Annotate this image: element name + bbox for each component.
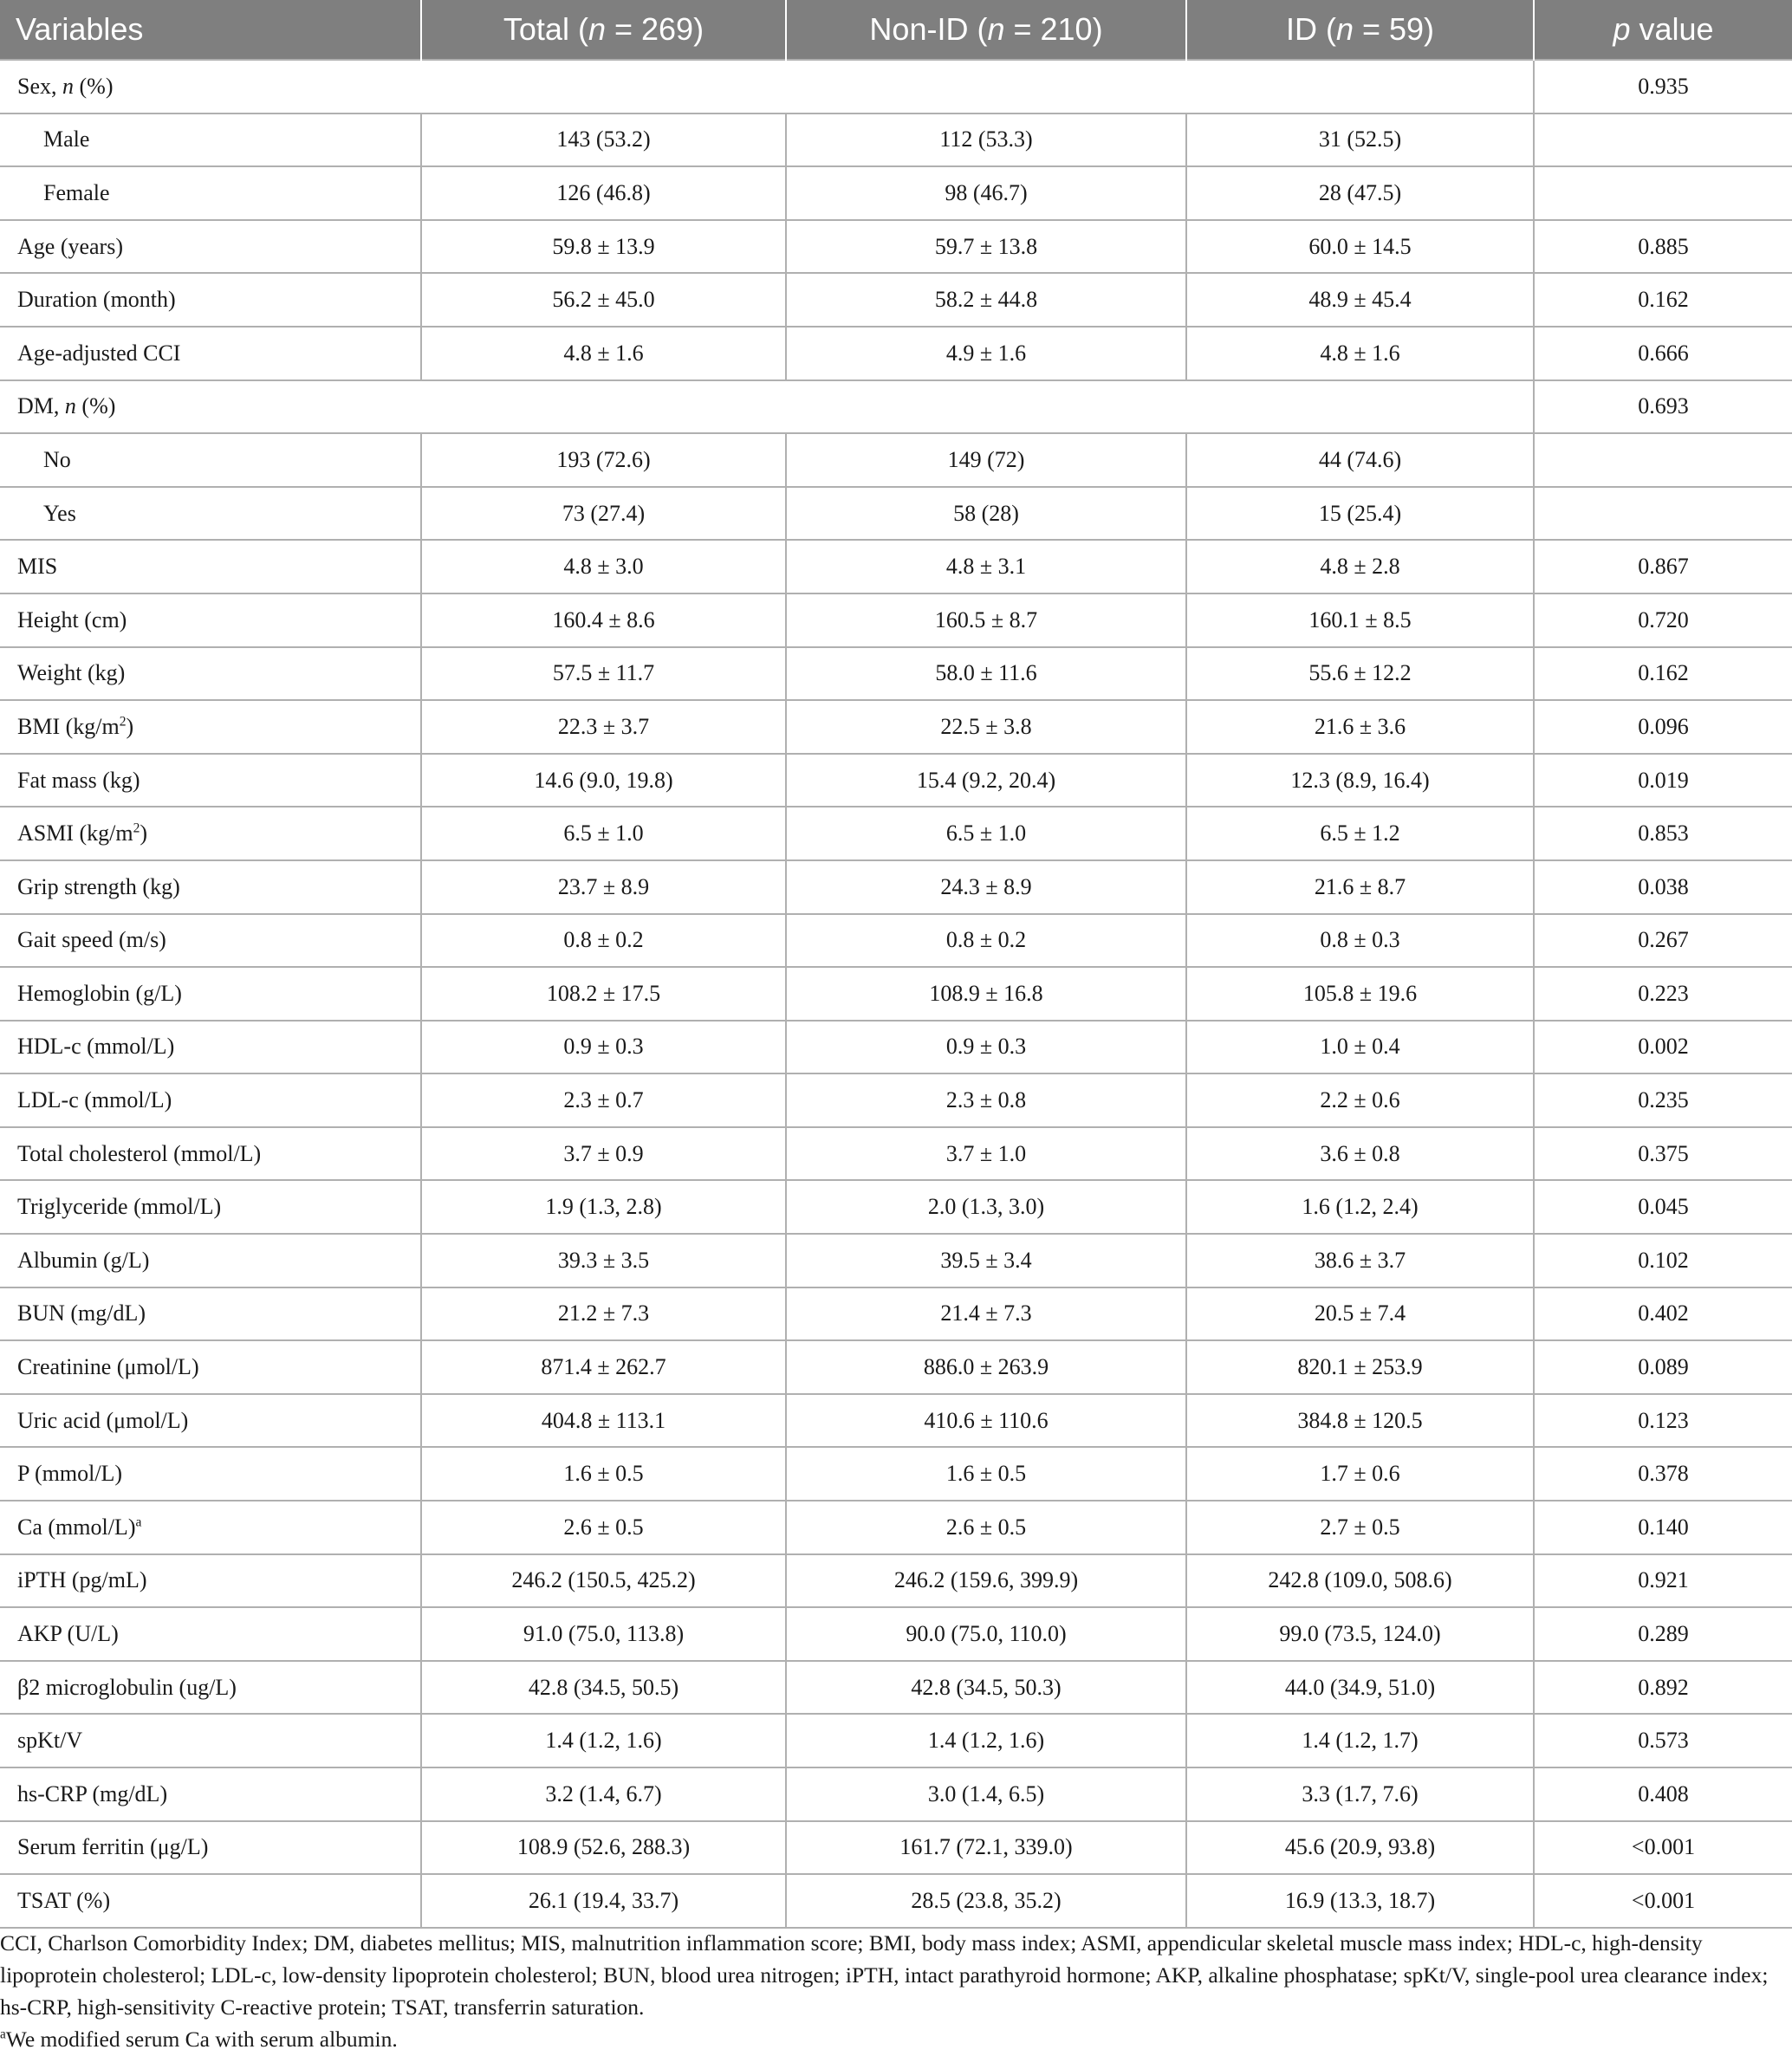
row-label	[0, 914, 421, 968]
row-label-text: Weight (kg)	[17, 660, 126, 686]
cell-id: 1.0 ± 0.4	[1186, 1021, 1534, 1074]
table-row	[0, 166, 1792, 220]
row-label	[0, 1714, 421, 1767]
cell-p-value: <0.001	[1534, 1874, 1792, 1928]
row-label-text: DM,	[17, 393, 65, 419]
cell-total: 193 (72.6)	[421, 433, 786, 487]
cell-p-value: 0.289	[1534, 1607, 1792, 1661]
row-label-text: β2 microglobulin (ug/L)	[17, 1674, 237, 1700]
cell-non-id: 22.5 ± 3.8	[786, 700, 1186, 754]
cell-total: 4.8 ± 3.0	[421, 540, 786, 593]
cell-total: 2.3 ± 0.7	[421, 1073, 786, 1127]
row-label-suffix: (%)	[74, 73, 114, 99]
row-label-text: Creatinine (μmol/L)	[17, 1354, 199, 1380]
row-label-text: Duration (month)	[17, 287, 176, 313]
cell-total: 0.8 ± 0.2	[421, 914, 786, 968]
cell-non-id: 3.7 ± 1.0	[786, 1127, 1186, 1181]
row-label-text: iPTH (pg/mL)	[17, 1567, 147, 1593]
row-label-text: Grip strength (kg)	[17, 873, 180, 899]
table-row	[0, 1234, 1792, 1287]
cell-p-value: 0.720	[1534, 593, 1792, 647]
table-row	[0, 1554, 1792, 1608]
cell-non-id: 246.2 (159.6, 399.9)	[786, 1554, 1186, 1608]
row-label-n: n	[64, 393, 76, 419]
row-label	[0, 273, 421, 327]
cell-total: 871.4 ± 262.7	[421, 1340, 786, 1394]
row-label	[0, 1661, 421, 1715]
row-label-text: hs-CRP (mg/dL)	[17, 1780, 168, 1806]
cell-non-id: 58.2 ± 44.8	[786, 273, 1186, 327]
row-label-text: Uric acid (μmol/L)	[17, 1407, 189, 1433]
cell-id: 0.8 ± 0.3	[1186, 914, 1534, 968]
cell-p-value	[1534, 114, 1792, 167]
cell-non-id: 161.7 (72.1, 339.0)	[786, 1821, 1186, 1875]
cell-id: 820.1 ± 253.9	[1186, 1340, 1534, 1394]
table-row	[0, 1821, 1792, 1875]
row-label	[0, 1447, 421, 1501]
cell-non-id: 0.8 ± 0.2	[786, 914, 1186, 968]
table-row	[0, 1714, 1792, 1767]
row-label	[0, 1073, 421, 1127]
header-non-id-post: = 210)	[1004, 11, 1103, 47]
cell-total: 3.7 ± 0.9	[421, 1127, 786, 1181]
row-label-sup: a	[135, 1514, 142, 1530]
row-label-text: Female	[43, 179, 110, 205]
cell-non-id: 15.4 (9.2, 20.4)	[786, 754, 1186, 807]
row-label	[0, 380, 1534, 434]
cell-total: 91.0 (75.0, 113.8)	[421, 1607, 786, 1661]
row-label-text: TSAT (%)	[17, 1887, 111, 1913]
row-label-sup: 2	[133, 820, 140, 836]
cell-id: 21.6 ± 8.7	[1186, 860, 1534, 914]
cell-id: 21.6 ± 3.6	[1186, 700, 1534, 754]
table-row	[0, 1287, 1792, 1341]
footnote-note-text: We modified serum Ca with serum albumin.	[5, 2027, 398, 2052]
cell-total: 21.2 ± 7.3	[421, 1287, 786, 1341]
cell-non-id: 3.0 (1.4, 6.5)	[786, 1767, 1186, 1821]
row-label	[0, 60, 1534, 114]
header-total-pre: Total (	[503, 11, 588, 47]
cell-non-id: 24.3 ± 8.9	[786, 860, 1186, 914]
cell-non-id: 886.0 ± 263.9	[786, 1340, 1186, 1394]
cell-non-id: 21.4 ± 7.3	[786, 1287, 1186, 1341]
table-row	[0, 1180, 1792, 1234]
table-row	[0, 114, 1792, 167]
row-label	[0, 1180, 421, 1234]
row-label	[0, 1394, 421, 1448]
row-label-text: Height (cm)	[17, 606, 127, 632]
cell-non-id: 98 (46.7)	[786, 166, 1186, 220]
cell-total: 57.5 ± 11.7	[421, 647, 786, 701]
cell-id: 242.8 (109.0, 508.6)	[1186, 1554, 1534, 1608]
cell-id: 4.8 ± 1.6	[1186, 327, 1534, 380]
table-body	[0, 60, 1792, 1928]
cell-p-value	[1534, 487, 1792, 541]
cell-id: 55.6 ± 12.2	[1186, 647, 1534, 701]
cell-id: 3.6 ± 0.8	[1186, 1127, 1534, 1181]
row-label-text: HDL-c (mmol/L)	[17, 1034, 175, 1060]
cell-non-id: 58.0 ± 11.6	[786, 647, 1186, 701]
cell-total: 2.6 ± 0.5	[421, 1501, 786, 1554]
row-label-text: MIS	[17, 554, 58, 580]
row-label-text: Fat mass (kg)	[17, 767, 140, 793]
cell-p-value: 0.038	[1534, 860, 1792, 914]
header-total-n: n	[588, 11, 606, 47]
table-header-row	[0, 0, 1792, 60]
row-label	[0, 1127, 421, 1181]
cell-id: 384.8 ± 120.5	[1186, 1394, 1534, 1448]
row-label-text: No	[43, 446, 71, 472]
cell-id: 48.9 ± 45.4	[1186, 273, 1534, 327]
cell-total: 42.8 (34.5, 50.5)	[421, 1661, 786, 1715]
cell-id: 2.7 ± 0.5	[1186, 1501, 1534, 1554]
cell-non-id: 59.7 ± 13.8	[786, 220, 1186, 274]
cell-id: 6.5 ± 1.2	[1186, 807, 1534, 860]
row-label	[0, 166, 421, 220]
row-label-sup: 2	[119, 714, 127, 730]
header-id-post: = 59)	[1353, 11, 1435, 47]
cell-total: 59.8 ± 13.9	[421, 220, 786, 274]
cell-p-value: 0.102	[1534, 1234, 1792, 1287]
table-row	[0, 220, 1792, 274]
header-non-id	[786, 0, 1186, 60]
cell-id: 2.2 ± 0.6	[1186, 1073, 1534, 1127]
cell-non-id: 410.6 ± 110.6	[786, 1394, 1186, 1448]
table-row	[0, 1767, 1792, 1821]
row-label	[0, 1607, 421, 1661]
cell-total: 23.7 ± 8.9	[421, 860, 786, 914]
cell-id: 1.6 (1.2, 2.4)	[1186, 1180, 1534, 1234]
cell-id: 60.0 ± 14.5	[1186, 220, 1534, 274]
cell-p-value: 0.223	[1534, 967, 1792, 1021]
cell-total: 39.3 ± 3.5	[421, 1234, 786, 1287]
row-label-text: Age-adjusted CCI	[17, 340, 181, 366]
table-row	[0, 754, 1792, 807]
cell-id: 1.4 (1.2, 1.7)	[1186, 1714, 1534, 1767]
table-row	[0, 540, 1792, 593]
row-label	[0, 487, 421, 541]
row-label	[0, 860, 421, 914]
cell-p-value: 0.267	[1534, 914, 1792, 968]
cell-total: 14.6 (9.0, 19.8)	[421, 754, 786, 807]
row-label	[0, 700, 421, 754]
table-row	[0, 1447, 1792, 1501]
table-row	[0, 807, 1792, 860]
cell-p-value: 0.666	[1534, 327, 1792, 380]
table-row	[0, 433, 1792, 487]
cell-id: 15 (25.4)	[1186, 487, 1534, 541]
cell-non-id: 0.9 ± 0.3	[786, 1021, 1186, 1074]
footnote-abbreviations: CCI, Charlson Comorbidity Index; DM, diabetes mellitus; MIS, malnutrition inflammation score; BMI, body mass index; ASMI, appendicular skeletal muscle mass index; HDL-c, high-density lipoprotein cholesterol; LDL-c, low-density lipoprotein cholesterol; BUN, blood urea nitrogen; iPTH, intact parathyroid hormone; AKP, alkaline phosphatase; spKt/V, single-pool urea clearance index; hs-CRP, high-sensitivity C-reactive protein; TSAT, transferrin saturation.	[0, 1930, 1769, 2020]
cell-non-id: 108.9 ± 16.8	[786, 967, 1186, 1021]
cell-p-value: 0.096	[1534, 700, 1792, 754]
row-label-text: Albumin (g/L)	[17, 1247, 150, 1273]
cell-p-value: <0.001	[1534, 1821, 1792, 1875]
cell-id: 12.3 (8.9, 16.4)	[1186, 754, 1534, 807]
cell-non-id: 1.6 ± 0.5	[786, 1447, 1186, 1501]
cell-id: 45.6 (20.9, 93.8)	[1186, 1821, 1534, 1875]
table-row	[0, 1394, 1792, 1448]
cell-non-id: 2.6 ± 0.5	[786, 1501, 1186, 1554]
cell-p-value: 0.402	[1534, 1287, 1792, 1341]
cell-id: 105.8 ± 19.6	[1186, 967, 1534, 1021]
row-label-text: Age (years)	[17, 233, 123, 259]
cell-p-value: 0.140	[1534, 1501, 1792, 1554]
row-label	[0, 1021, 421, 1074]
row-label	[0, 1767, 421, 1821]
row-label	[0, 647, 421, 701]
cell-non-id: 6.5 ± 1.0	[786, 807, 1186, 860]
header-id	[1186, 0, 1534, 60]
row-label	[0, 114, 421, 167]
cell-non-id: 42.8 (34.5, 50.3)	[786, 1661, 1186, 1715]
cell-total: 108.9 (52.6, 288.3)	[421, 1821, 786, 1875]
cell-p-value: 0.885	[1534, 220, 1792, 274]
cell-non-id: 28.5 (23.8, 35.2)	[786, 1874, 1186, 1928]
cell-p-value: 0.045	[1534, 1180, 1792, 1234]
cell-p-value: 0.892	[1534, 1661, 1792, 1715]
header-p-italic: p	[1613, 11, 1631, 47]
cell-id: 28 (47.5)	[1186, 166, 1534, 220]
row-label	[0, 327, 421, 380]
table-row	[0, 914, 1792, 968]
row-label-suffix: )	[140, 820, 148, 846]
cell-id: 44 (74.6)	[1186, 433, 1534, 487]
table-row	[0, 273, 1792, 327]
row-label-text: ASMI (kg/m	[17, 820, 133, 846]
cell-id: 38.6 ± 3.7	[1186, 1234, 1534, 1287]
cell-id: 20.5 ± 7.4	[1186, 1287, 1534, 1341]
row-label	[0, 967, 421, 1021]
row-label-suffix: (%)	[75, 393, 116, 419]
row-label-text: Male	[43, 126, 90, 152]
table-row	[0, 647, 1792, 701]
table-row	[0, 1073, 1792, 1127]
header-id-n: n	[1335, 11, 1354, 47]
header-p-post: value	[1630, 11, 1714, 47]
table-row	[0, 1021, 1792, 1074]
header-non-id-pre: Non-ID (	[869, 11, 988, 47]
footnote-note	[0, 2023, 1785, 2055]
table-footnote	[0, 1927, 1785, 2055]
cell-id: 3.3 (1.7, 7.6)	[1186, 1767, 1534, 1821]
cell-total: 404.8 ± 113.1	[421, 1394, 786, 1448]
table-row	[0, 593, 1792, 647]
row-label-text: LDL-c (mmol/L)	[17, 1087, 172, 1113]
row-label-text: Yes	[43, 500, 76, 526]
footnote-note-mark: a	[0, 2027, 6, 2042]
table-row	[0, 700, 1792, 754]
table-row	[0, 860, 1792, 914]
cell-total: 246.2 (150.5, 425.2)	[421, 1554, 786, 1608]
row-label	[0, 1287, 421, 1341]
cell-id: 1.7 ± 0.6	[1186, 1447, 1534, 1501]
row-label	[0, 807, 421, 860]
row-label	[0, 593, 421, 647]
row-label-n: n	[62, 73, 74, 99]
cell-non-id: 4.9 ± 1.6	[786, 327, 1186, 380]
cell-p-value: 0.019	[1534, 754, 1792, 807]
cell-p-value: 0.408	[1534, 1767, 1792, 1821]
cell-non-id: 39.5 ± 3.4	[786, 1234, 1186, 1287]
cell-total: 160.4 ± 8.6	[421, 593, 786, 647]
row-label-text: Sex,	[17, 73, 62, 99]
row-label	[0, 1821, 421, 1875]
row-label-text: BUN (mg/dL)	[17, 1300, 146, 1326]
cell-non-id: 112 (53.3)	[786, 114, 1186, 167]
cell-total: 0.9 ± 0.3	[421, 1021, 786, 1074]
cell-total: 26.1 (19.4, 33.7)	[421, 1874, 786, 1928]
cell-p-value: 0.573	[1534, 1714, 1792, 1767]
table-row	[0, 1661, 1792, 1715]
header-id-pre: ID (	[1285, 11, 1336, 47]
cell-total: 1.9 (1.3, 2.8)	[421, 1180, 786, 1234]
table-row	[0, 327, 1792, 380]
row-label	[0, 220, 421, 274]
header-p-value	[1534, 0, 1792, 60]
cell-total: 143 (53.2)	[421, 114, 786, 167]
cell-total: 1.4 (1.2, 1.6)	[421, 1714, 786, 1767]
cell-total: 126 (46.8)	[421, 166, 786, 220]
table-row	[0, 380, 1792, 434]
cell-total: 73 (27.4)	[421, 487, 786, 541]
table-row	[0, 1501, 1792, 1554]
cell-non-id: 2.3 ± 0.8	[786, 1073, 1186, 1127]
cell-non-id: 90.0 (75.0, 110.0)	[786, 1607, 1186, 1661]
row-label-text: Total cholesterol (mmol/L)	[17, 1140, 262, 1166]
cell-p-value: 0.089	[1534, 1340, 1792, 1394]
cell-p-value: 0.693	[1534, 380, 1792, 434]
row-label	[0, 433, 421, 487]
cell-p-value: 0.235	[1534, 1073, 1792, 1127]
table-row	[0, 487, 1792, 541]
row-label	[0, 1874, 421, 1928]
cell-p-value: 0.867	[1534, 540, 1792, 593]
row-label	[0, 1340, 421, 1394]
cell-non-id: 160.5 ± 8.7	[786, 593, 1186, 647]
cell-total: 56.2 ± 45.0	[421, 273, 786, 327]
header-total-post: = 269)	[605, 11, 704, 47]
cell-id: 160.1 ± 8.5	[1186, 593, 1534, 647]
row-label-text: P (mmol/L)	[17, 1461, 123, 1487]
cell-total: 4.8 ± 1.6	[421, 327, 786, 380]
cell-id: 44.0 (34.9, 51.0)	[1186, 1661, 1534, 1715]
table-row	[0, 1607, 1792, 1661]
row-label-text: Triglyceride (mmol/L)	[17, 1194, 222, 1220]
row-label-text: AKP (U/L)	[17, 1621, 119, 1647]
table-row	[0, 1127, 1792, 1181]
table-row	[0, 967, 1792, 1021]
cell-id: 99.0 (73.5, 124.0)	[1186, 1607, 1534, 1661]
row-label-text: Gait speed (m/s)	[17, 927, 166, 953]
table-row	[0, 1874, 1792, 1928]
cell-total: 22.3 ± 3.7	[421, 700, 786, 754]
cell-p-value: 0.002	[1534, 1021, 1792, 1074]
header-variables-text: Variables	[16, 11, 144, 47]
cell-p-value	[1534, 166, 1792, 220]
table-row	[0, 60, 1792, 114]
cell-non-id: 4.8 ± 3.1	[786, 540, 1186, 593]
cell-p-value: 0.935	[1534, 60, 1792, 114]
cell-p-value: 0.375	[1534, 1127, 1792, 1181]
cell-total: 1.6 ± 0.5	[421, 1447, 786, 1501]
cell-non-id: 2.0 (1.3, 3.0)	[786, 1180, 1186, 1234]
cell-p-value: 0.123	[1534, 1394, 1792, 1448]
cell-non-id: 149 (72)	[786, 433, 1186, 487]
cell-total: 6.5 ± 1.0	[421, 807, 786, 860]
cell-p-value: 0.162	[1534, 647, 1792, 701]
cell-id: 4.8 ± 2.8	[1186, 540, 1534, 593]
cell-non-id: 58 (28)	[786, 487, 1186, 541]
row-label-text: BMI (kg/m	[17, 713, 120, 739]
cell-non-id: 1.4 (1.2, 1.6)	[786, 1714, 1186, 1767]
cell-p-value: 0.162	[1534, 273, 1792, 327]
row-label-text: Hemoglobin (g/L)	[17, 980, 182, 1006]
row-label-text: spKt/V	[17, 1728, 83, 1754]
table-row	[0, 1340, 1792, 1394]
cell-p-value: 0.378	[1534, 1447, 1792, 1501]
cell-p-value: 0.853	[1534, 807, 1792, 860]
row-label	[0, 540, 421, 593]
cell-total: 108.2 ± 17.5	[421, 967, 786, 1021]
row-label-text: Ca (mmol/L)	[17, 1514, 136, 1540]
header-non-id-n: n	[987, 11, 1005, 47]
header-total	[421, 0, 786, 60]
row-label	[0, 1234, 421, 1287]
row-label	[0, 1554, 421, 1608]
row-label	[0, 754, 421, 807]
row-label	[0, 1501, 421, 1554]
cell-total: 3.2 (1.4, 6.7)	[421, 1767, 786, 1821]
cell-p-value: 0.921	[1534, 1554, 1792, 1608]
cell-p-value	[1534, 433, 1792, 487]
cell-id: 16.9 (13.3, 18.7)	[1186, 1874, 1534, 1928]
header-variables	[0, 0, 421, 60]
row-label-suffix: )	[126, 713, 134, 739]
row-label-text: Serum ferritin (μg/L)	[17, 1834, 209, 1860]
cell-id: 31 (52.5)	[1186, 114, 1534, 167]
